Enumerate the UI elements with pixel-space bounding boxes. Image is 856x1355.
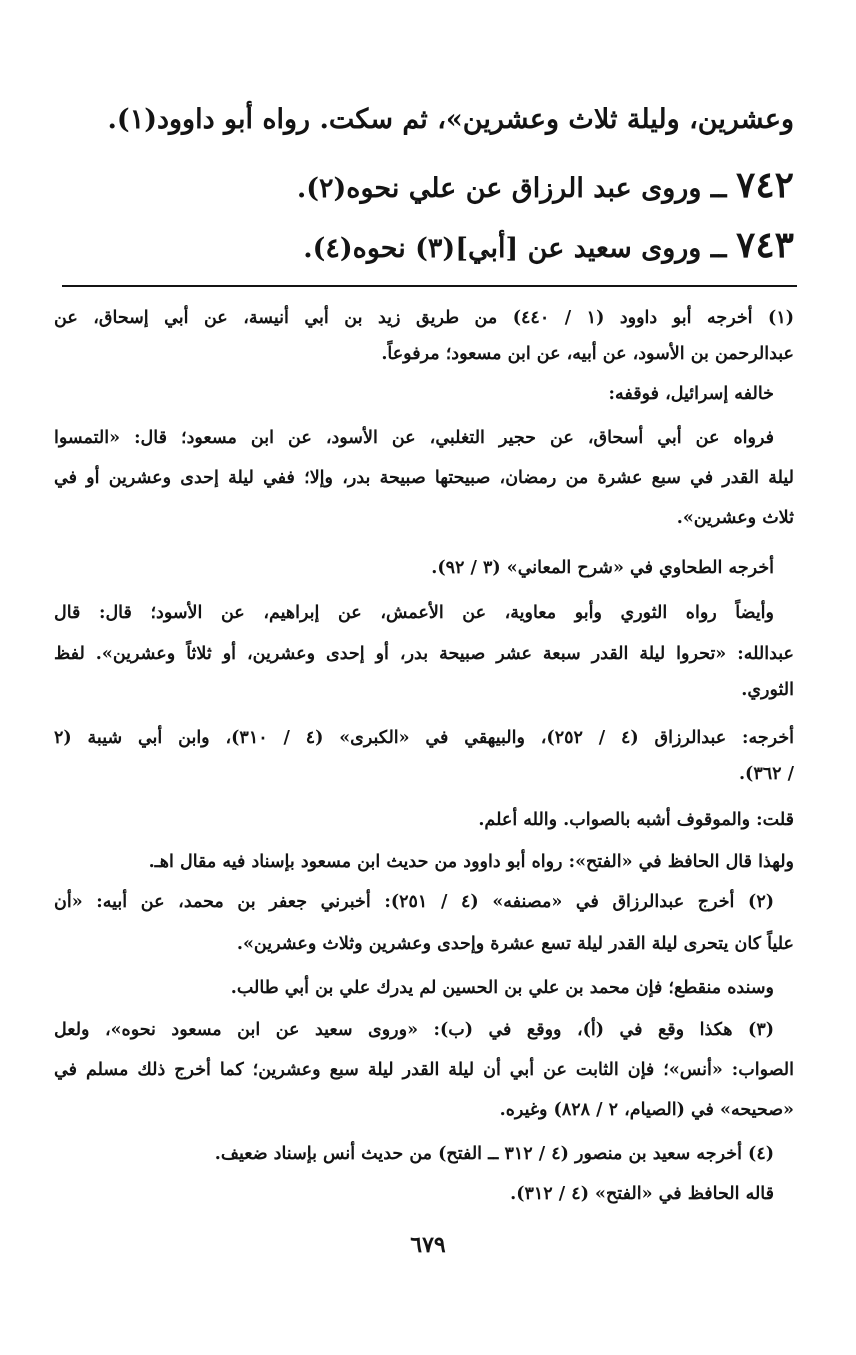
- footnote-line: وأيضاً رواه الثوري وأبو معاوية، عن الأعمش، عن إبراهيم، عن الأسود؛ قال: قال: [54, 603, 774, 623]
- footnote-line: (١) أخرجه أبو داوود (١ / ٤٤٠) من طريق زيد بن أبي أنيسة، عن أبي إسحاق، عن: [54, 308, 795, 328]
- hadith-742: [297, 164, 794, 206]
- footnote-line: ثلاث وعشرين».: [676, 508, 794, 528]
- footnote-separator: [62, 285, 797, 287]
- hadith-743: [303, 224, 794, 266]
- footnote-line: أخرجه: عبدالرزاق (٤ / ٢٥٢)، والبيهقي في «الكبرى» (٤ / ٣١٠)، وابن أبي شيبة (٢: [54, 728, 795, 748]
- footnote-line: (٤) أخرجه سعيد بن منصور (٤ / ٣١٢ ــ الفتح) من حديث أنس بإسناد ضعيف.: [214, 1144, 774, 1164]
- footnote-line: / ٣٦٢).: [738, 764, 794, 784]
- hadith-number: ٧٤٣: [735, 224, 794, 266]
- footnote-line: قلت: والموقوف أشبه بالصواب. والله أعلم.: [478, 810, 794, 830]
- footnote-line: (٢) أخرج عبدالرزاق في «مصنفه» (٤ / ٢٥١): أخبرني جعفر بن محمد، عن أبيه: «أن: [54, 892, 775, 912]
- footnote-line: فرواه عن أبي أسحاق، عن حجير التغلبي، عن الأسود، عن ابن مسعود؛ قال: «التمسوا: [54, 428, 774, 448]
- footnote-line: «صحيحه» في (الصيام، ٢ / ٨٢٨) وغيره.: [499, 1100, 794, 1120]
- footnote-line: أخرجه الطحاوي في «شرح المعاني» (٣ / ٩٢).: [431, 558, 774, 578]
- hadith-text: ــ وروى عبد الرزاق عن علي نحوه(٢).: [296, 173, 727, 204]
- footnote-line: خالفه إسرائيل، فوقفه:: [608, 384, 774, 404]
- footnote-line: ليلة القدر في سبع عشرة من رمضان، صبيحتها صبيحة بدر، وإلا؛ ففي ليلة إحدى وعشرين أو في: [54, 468, 794, 488]
- footnote-line: عبدالرحمن بن الأسود، عن أبيه، عن ابن مسعود؛ مرفوعاً.: [381, 344, 794, 364]
- footnote-line: (٣) هكذا وقع في (أ)، ووقع في (ب): «وروى سعيد عن ابن مسعود نحوه»، ولعل: [54, 1020, 774, 1040]
- hadith-text: ــ وروى سعيد عن [أبي](٣) نحوه(٤).: [303, 233, 727, 264]
- page-number: ٦٧٩: [410, 1232, 446, 1258]
- footnote-line: عبدالله: «تحروا ليلة القدر سبعة عشر صبيحة بدر، أو إحدى وعشرين، أو ثلاثاً وعشرين». لفظ: [54, 644, 794, 664]
- footnote-line: الثوري.: [741, 680, 794, 700]
- footnote-line: ولهذا قال الحافظ في «الفتح»: رواه أبو داوود من حديث ابن مسعود بإسناد فيه مقال اهـ.: [148, 852, 794, 872]
- footnote-line: علياً كان يتحرى ليلة القدر ليلة تسع عشرة وإحدى وعشرين وثلاث وعشرين».: [236, 934, 794, 954]
- main-line-1: وعشرين، وليلة ثلاث وعشرين»، ثم سكت. رواه أبو داوود(١).: [107, 104, 794, 135]
- footnote-line: الصواب: «أنس»؛ فإن الثابت عن أبي أن ليلة القدر ليلة سبع وعشرين؛ كما أخرج ذلك مسلم في: [54, 1060, 794, 1080]
- footnote-line: قاله الحافظ في «الفتح» (٤ / ٣١٢).: [510, 1184, 774, 1204]
- footnote-line: وسنده منقطع؛ فإن محمد بن علي بن الحسين لم يدرك علي بن أبي طالب.: [230, 978, 774, 998]
- hadith-number: ٧٤٢: [735, 164, 794, 206]
